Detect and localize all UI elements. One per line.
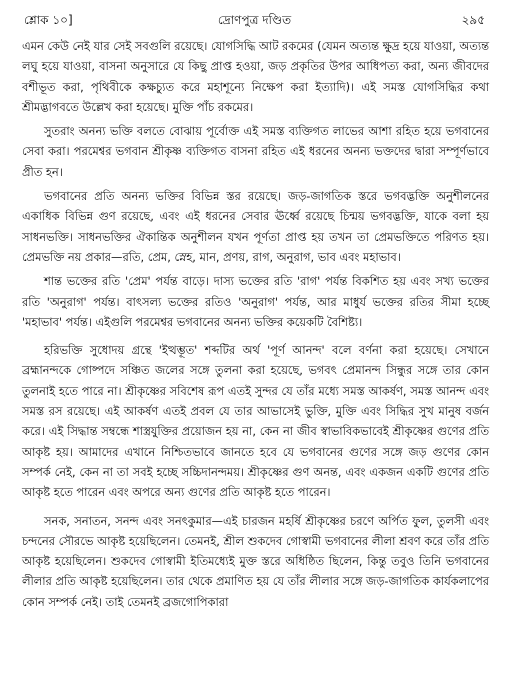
paragraph: সনক, সনাতন, সনন্দ এবং সনৎকুমার—এই চারজন মহর্ষি শ্রীকৃষ্ণের চরণে অর্পিত ফুল, তুলসী এবং চন্দনের সৌরভে আকৃষ্ট হয়েছিলেন। তেমনই, শ্রীল শুকদেব গোস্বামী ভগবানের লীলা শ্রবণ করে তাঁর প্রতি আকৃষ্ট হয়েছিলেন। শুকদেব গোস্বামী ইতিমধ্যেই মুক্ত স্তরে অধিষ্ঠিত ছিলেন, কিন্তু তবুও তিনি ভগবানের লীলার প্রতি আকৃষ্ট হয়েছিলেন। তার থেকে প্রমাণিত হয় যে তাঁর লীলার সঙ্গে জড়-জাগতিক কার্যকলাপের কোন সম্পর্ক নেই। তাই তেমনই ব্রজগোপিকারা [22, 513, 489, 609]
paragraph: সুতরাং অনন্য ভক্তি বলতে বোঝায় পূর্বোক্ত এই সমস্ত ব্যক্তিগত লাভের আশা রহিত হয়ে ভগবানের সেবা করা। পরমেশ্বর ভগবান শ্রীকৃষ্ণ ব্যক্তিগত বাসনা রহিত এই ধরনের অনন্য ভক্তদের দ্বারা সম্পূর্ণভাবে প্রীত হন। [22, 124, 489, 179]
verse-reference: শ্লোক ১০] [24, 13, 73, 27]
paragraph: হরিভক্তি সুধোদয় গ্রন্থে 'ইত্থম্ভূত' শব্দটির অর্থ 'পূর্ণ আনন্দ' বলে বর্ণনা করা হয়েছে। সেখানে ব্রহ্মানন্দকে গোষ্পদে সঞ্চিত জলের সঙ্গে তুলনা করা হয়েছে, ভগবৎ প্রেমানন্দ সিন্ধুর সঙ্গে তার কোন তুলনাই হতে পারে না। শ্রীকৃষ্ণের সবিশেষ রূপ এতই সুন্দর যে তাঁর মধ্যে সমস্ত আকর্ষণ, সমস্ত আনন্দ এবং সমস্ত রস রয়েছে। এই আকর্ষণ এতই প্রবল যে তার আভাসেই ভুক্তি, মুক্তি এবং সিদ্ধির সুখ মানুষ বর্জন করে। এই সিদ্ধান্ত সম্বন্ধে শাস্ত্রযুক্তির প্রয়োজন হয় না, কেন না জীব স্বাভাবিকভাবেই শ্রীকৃষ্ণের গুণের প্রতি আকৃষ্ট হয়। আমাদের এখানে নিশ্চিতভাবে জানতে হবে যে ভগবানের গুণের সঙ্গে জড় গুণের কোন সম্পর্ক নেই, কেন না তা সবই হচ্ছে সচ্চিদানন্দময়। শ্রীকৃষ্ণের গুণ অনন্ত, এবং একজন একটি গুণের প্রতি আকৃষ্ট হতে পারেন এবং অপরে অন্য গুণের প্রতি আকৃষ্ট হতে পারেন। [22, 343, 489, 500]
page-header [24, 8, 485, 30]
page-body [22, 36, 489, 616]
paragraph: ভগবানের প্রতি অনন্য ভক্তির বিভিন্ন স্তর রয়েছে। জড়-জাগতিক স্তরে ভগবদ্ভক্তি অনুশীলনের একাধিক বিভিন্ন গুণ রয়েছে, এবং এই ধরনের সেবার ঊর্ধ্বে রয়েছে চিন্ময় ভগবদ্ভক্তি, যাকে বলা হয় সাধনভক্তি। সাধনভক্তির ঐকান্তিক অনুশীলন যখন পূর্ণতা প্রাপ্ত হয় তখন তা প্রেমভক্তিতে পরিণত হয়। প্রেমভক্তি নয় প্রকার—রতি, প্রেম, স্নেহ, মান, প্রণয়, রাগ, অনুরাগ, ভাব এবং মহাভাব। [22, 189, 489, 264]
paragraph: শান্ত ভক্তের রতি 'প্রেম' পর্যন্ত বাড়ে। দাস্য ভক্তের রতি 'রাগ' পর্যন্ত বিকশিত হয় এবং সখ্য ভক্তের রতি 'অনুরাগ' পর্যন্ত। বাৎসল্য ভক্তের রতিও 'অনুরাগ' পর্যন্ত, আর মাধুর্য ভক্তের রতির সীমা হচ্ছে 'মহাভাব' পর্যন্ত। এইগুলি পরমেশ্বর ভগবানের অনন্য ভক্তির কয়েকটি বৈশিষ্ট্য। [22, 274, 489, 329]
chapter-title: দ্রোণপুত্র দণ্ডিত [217, 13, 292, 27]
paragraph: এমন কেউ নেই যার সেই সবগুলি রয়েছে। যোগসিদ্ধি আট রকমের (যেমন অত্যন্ত ক্ষুদ্র হয়ে যাওয়া, অত্যন্ত লঘু হয়ে যাওয়া, বাসনা অনুসারে যে কিছু প্রাপ্ত হওয়া, জড় প্রকৃতির উপর আধিপত্য করা, অন্য জীবদের বশীভূত করা, পৃথিবীকে কক্ষচ্যুত করে মহাশূন্যে নিক্ষেপ করা ইত্যাদি)। এই সমস্ত যোগসিদ্ধির কথা শ্রীমদ্ভাগবতে উল্লেখ করা হয়েছে। মুক্তি পাঁচ রকমের। [22, 39, 490, 114]
page-number: ২৯৫ [461, 13, 485, 27]
